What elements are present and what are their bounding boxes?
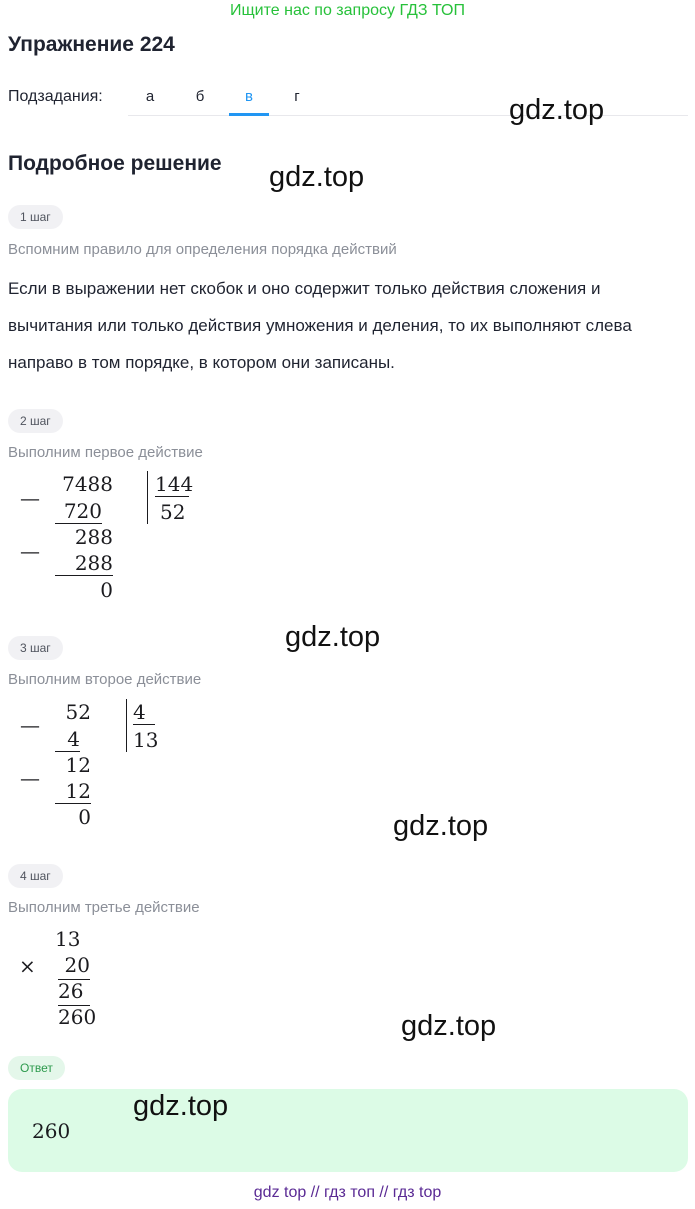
quotient: 13 bbox=[133, 728, 159, 752]
subtasks-label: Подзадания: bbox=[8, 88, 103, 105]
watermark: gdz.top bbox=[401, 1010, 497, 1042]
minus-sign: — bbox=[20, 766, 40, 790]
watermark: gdz.top bbox=[285, 621, 381, 653]
tab-b[interactable]: б bbox=[195, 88, 205, 105]
division-bar bbox=[147, 471, 148, 524]
partial-product: 4 bbox=[55, 727, 80, 752]
final-remainder: 0 bbox=[78, 805, 91, 829]
step-hint: Выполним второе действие bbox=[8, 671, 202, 688]
watermark: gdz.top bbox=[509, 94, 605, 126]
division-bar bbox=[126, 699, 127, 752]
rule-line: вычитания или только действия умножения и деления, то их выполняют слева bbox=[8, 316, 632, 335]
minus-sign: — bbox=[20, 713, 40, 737]
step-badge: 3 шаг bbox=[8, 636, 63, 660]
quotient: 52 bbox=[160, 500, 186, 524]
tab-a[interactable]: а bbox=[145, 88, 155, 105]
tab-g[interactable]: г bbox=[294, 88, 300, 105]
tab-v[interactable]: в bbox=[245, 88, 253, 105]
times-sign: × bbox=[19, 954, 36, 978]
factor-b: 20 bbox=[64, 953, 90, 977]
factor-a: 13 bbox=[55, 927, 81, 951]
remainder: 12 bbox=[65, 753, 91, 777]
minus-sign: — bbox=[20, 486, 40, 510]
footer-links[interactable]: gdz top // гдз топ // гдз top bbox=[253, 1184, 442, 1201]
rule-line: Если в выражении нет скобок и оно содержит только действия сложения и bbox=[8, 279, 601, 298]
step-badge: 4 шаг bbox=[8, 864, 63, 888]
watermark: gdz.top bbox=[269, 161, 365, 193]
step-hint: Выполним первое действие bbox=[8, 444, 203, 461]
step-hint: Вспомним правило для определения порядка действий bbox=[8, 241, 397, 258]
divisor: 4 bbox=[133, 700, 155, 725]
rule-line: направо в том порядке, в котором они записаны. bbox=[8, 353, 395, 372]
answer-box bbox=[8, 1089, 688, 1172]
partial-product: 12 bbox=[55, 779, 91, 804]
answer-value: 260 bbox=[32, 1119, 71, 1143]
answer-badge: Ответ bbox=[8, 1056, 65, 1080]
dividend: 52 bbox=[65, 700, 91, 724]
active-tab-indicator bbox=[229, 113, 269, 116]
partial-product: 288 bbox=[55, 551, 113, 576]
minus-sign: — bbox=[20, 539, 40, 563]
partial-product: 26 bbox=[58, 979, 84, 1003]
final-remainder: 0 bbox=[100, 578, 113, 602]
step-hint: Выполним третье действие bbox=[8, 899, 200, 916]
watermark: gdz.top bbox=[393, 810, 489, 842]
step-badge: 1 шаг bbox=[8, 205, 63, 229]
product-result: 260 bbox=[58, 1005, 97, 1029]
search-banner: Ищите нас по запросу ГДЗ ТОП bbox=[230, 2, 465, 19]
remainder: 288 bbox=[74, 525, 113, 549]
dividend: 7488 bbox=[62, 472, 113, 496]
divisor: 144 bbox=[155, 472, 194, 496]
step-badge: 2 шаг bbox=[8, 409, 63, 433]
watermark: gdz.top bbox=[133, 1090, 229, 1122]
rule-text bbox=[8, 270, 688, 381]
partial-product: 720 bbox=[55, 499, 102, 524]
page-title: Упражнение 224 bbox=[8, 33, 175, 56]
solution-title: Подробное решение bbox=[8, 152, 222, 175]
